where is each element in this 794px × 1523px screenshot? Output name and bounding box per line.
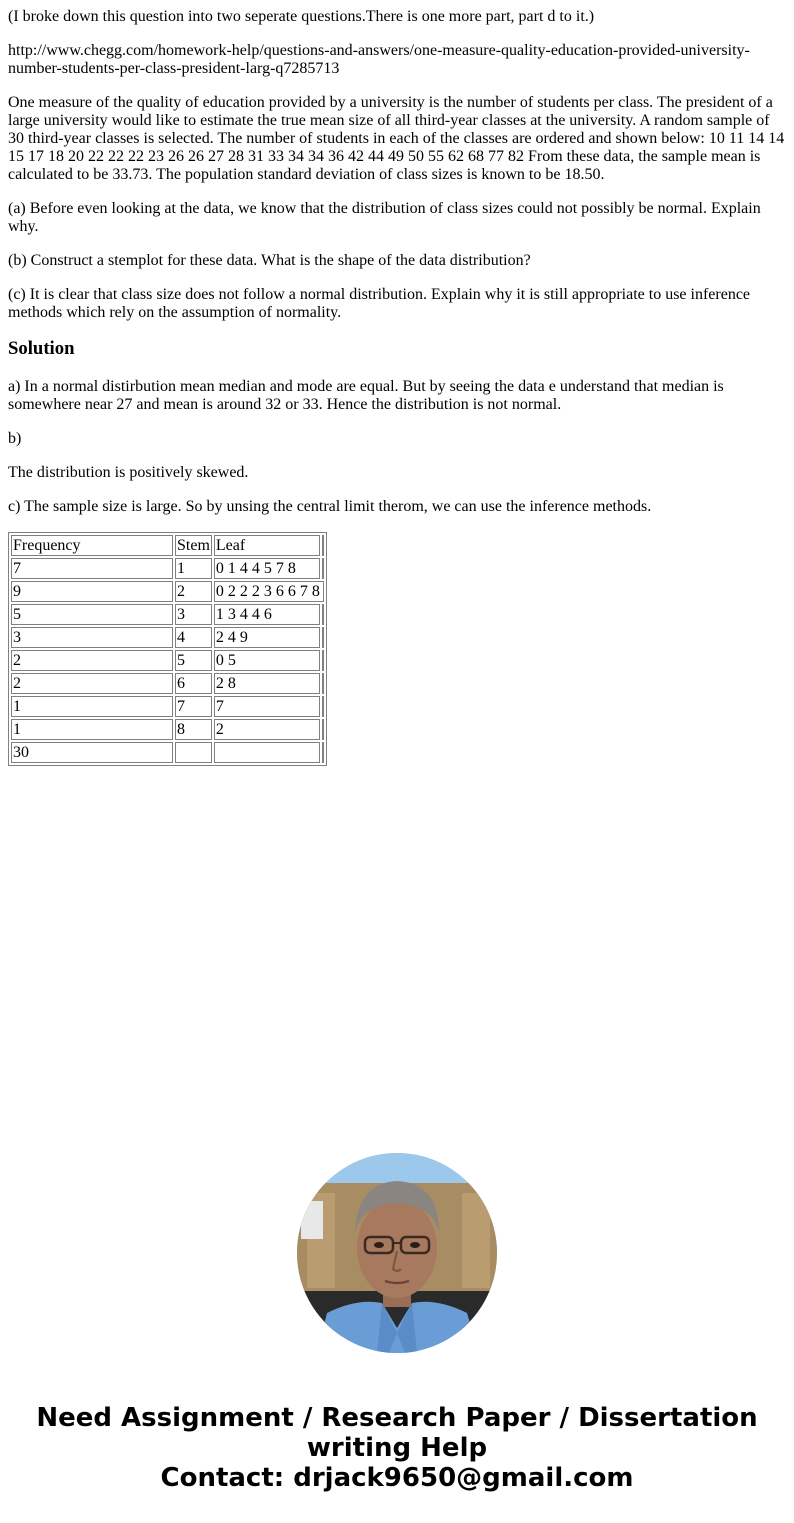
banner-line-2: writing Help <box>306 1433 488 1463</box>
answer-a: a) In a normal distirbution mean median and mode are equal. But by seeing the data e understand that median is somewhere near 27 and mean is around 32 or 33. Hence the distribution is not normal. <box>8 378 724 413</box>
leaf-cell: 2 4 9 <box>214 627 320 648</box>
contact-email: Contact: drjack9650@gmail.com <box>160 1463 634 1493</box>
frequency-cell: 3 <box>11 627 173 648</box>
frequency-cell: 2 <box>11 650 173 671</box>
empty-cell <box>322 742 324 763</box>
empty-cell <box>322 535 324 556</box>
frequency-cell: 1 <box>11 696 173 717</box>
stem-cell: 4 <box>175 627 212 648</box>
empty-cell <box>322 558 324 579</box>
empty-cell <box>322 696 324 717</box>
table-row <box>11 696 324 717</box>
answer-c: c) The sample size is large. So by unsing the central limit therom, we can use the inference methods. <box>8 498 652 515</box>
question-part-c: (c) It is clear that class size does not follow a normal distribution. Explain why it is still appropriate to use inference methods which rely on the assumption of normality. <box>8 286 751 321</box>
table-row <box>11 558 324 579</box>
stem-cell: 1 <box>175 558 212 579</box>
question-intro: (I broke down this question into two seperate questions.There is one more part, part d to it.) <box>8 8 595 25</box>
stemplot-table <box>8 532 327 766</box>
table-row <box>11 604 324 625</box>
table-row <box>11 650 324 671</box>
table-row <box>11 719 324 740</box>
answer-b-label: b) <box>8 430 22 447</box>
empty-cell <box>322 650 324 671</box>
leaf-cell <box>214 742 320 763</box>
table-total-row <box>11 742 324 763</box>
frequency-total-cell: 30 <box>11 742 173 763</box>
header-stem: Stem <box>177 537 210 554</box>
stem-cell: 3 <box>175 604 212 625</box>
source-link: http://www.chegg.com/homework-help/questions-and-answers/one-measure-quality-education-provided-university-number-students-per-class-president-larg-q7285713 <box>8 42 750 77</box>
table-row <box>11 673 324 694</box>
empty-cell <box>322 627 324 648</box>
question-part-b: (b) Construct a stemplot for these data. What is the shape of the data distribution? <box>8 252 531 269</box>
header-leaf: Leaf <box>214 535 320 556</box>
frequency-cell: 1 <box>11 719 173 740</box>
leaf-cell: 0 2 2 2 3 6 6 7 8 <box>214 581 324 602</box>
stem-cell: 8 <box>175 719 212 740</box>
stem-cell: 7 <box>175 696 212 717</box>
header-frequency: Frequency <box>11 535 173 556</box>
leaf-cell: 7 <box>214 696 320 717</box>
empty-cell <box>322 719 324 740</box>
leaf-cell: 0 1 4 4 5 7 8 <box>214 558 320 579</box>
frequency-cell: 2 <box>11 673 173 694</box>
question-body: One measure of the quality of education provided by a university is the number of students per class. The president of a large university would like to estimate the true mean size of all third-year classes at the university. A random sample of 30 third-year classes is selected. The number of students in each of the classes are ordered and shown below: 10 11 14 14 15 17 18 20 22 22 22 23 26 26 27 28 31 33 34 34 36 42 44 49 50 55 62 68 77 82 From these data, the sample mean is calculated to be 33.73. The population standard deviation of class sizes is known to be 18.50. <box>8 94 785 183</box>
tutor-portrait-icon <box>297 1153 497 1353</box>
banner-line-1: Need Assignment / Research Paper / Dissertation <box>36 1403 758 1433</box>
empty-cell <box>322 604 324 625</box>
answer-b: The distribution is positively skewed. <box>8 464 249 481</box>
stem-cell <box>175 742 212 763</box>
tutor-avatar <box>297 1153 497 1353</box>
frequency-cell: 7 <box>11 558 173 579</box>
question-part-a: (a) Before even looking at the data, we know that the distribution of class sizes could not possibly be normal. Explain why. <box>8 200 761 235</box>
leaf-cell: 2 8 <box>214 673 320 694</box>
frequency-cell: 5 <box>11 604 173 625</box>
table-header-row <box>11 535 324 556</box>
empty-cell <box>322 673 324 694</box>
leaf-cell: 0 5 <box>214 650 320 671</box>
frequency-cell: 9 <box>11 581 173 602</box>
stem-cell: 5 <box>175 650 212 671</box>
stem-cell: 2 <box>175 581 212 602</box>
table-row <box>11 581 324 602</box>
solution-heading: Solution <box>8 338 75 359</box>
contact-banner <box>0 1403 794 1493</box>
stem-cell: 6 <box>175 673 212 694</box>
leaf-cell: 1 3 4 4 6 <box>214 604 320 625</box>
table-row <box>11 627 324 648</box>
leaf-cell: 2 <box>214 719 320 740</box>
